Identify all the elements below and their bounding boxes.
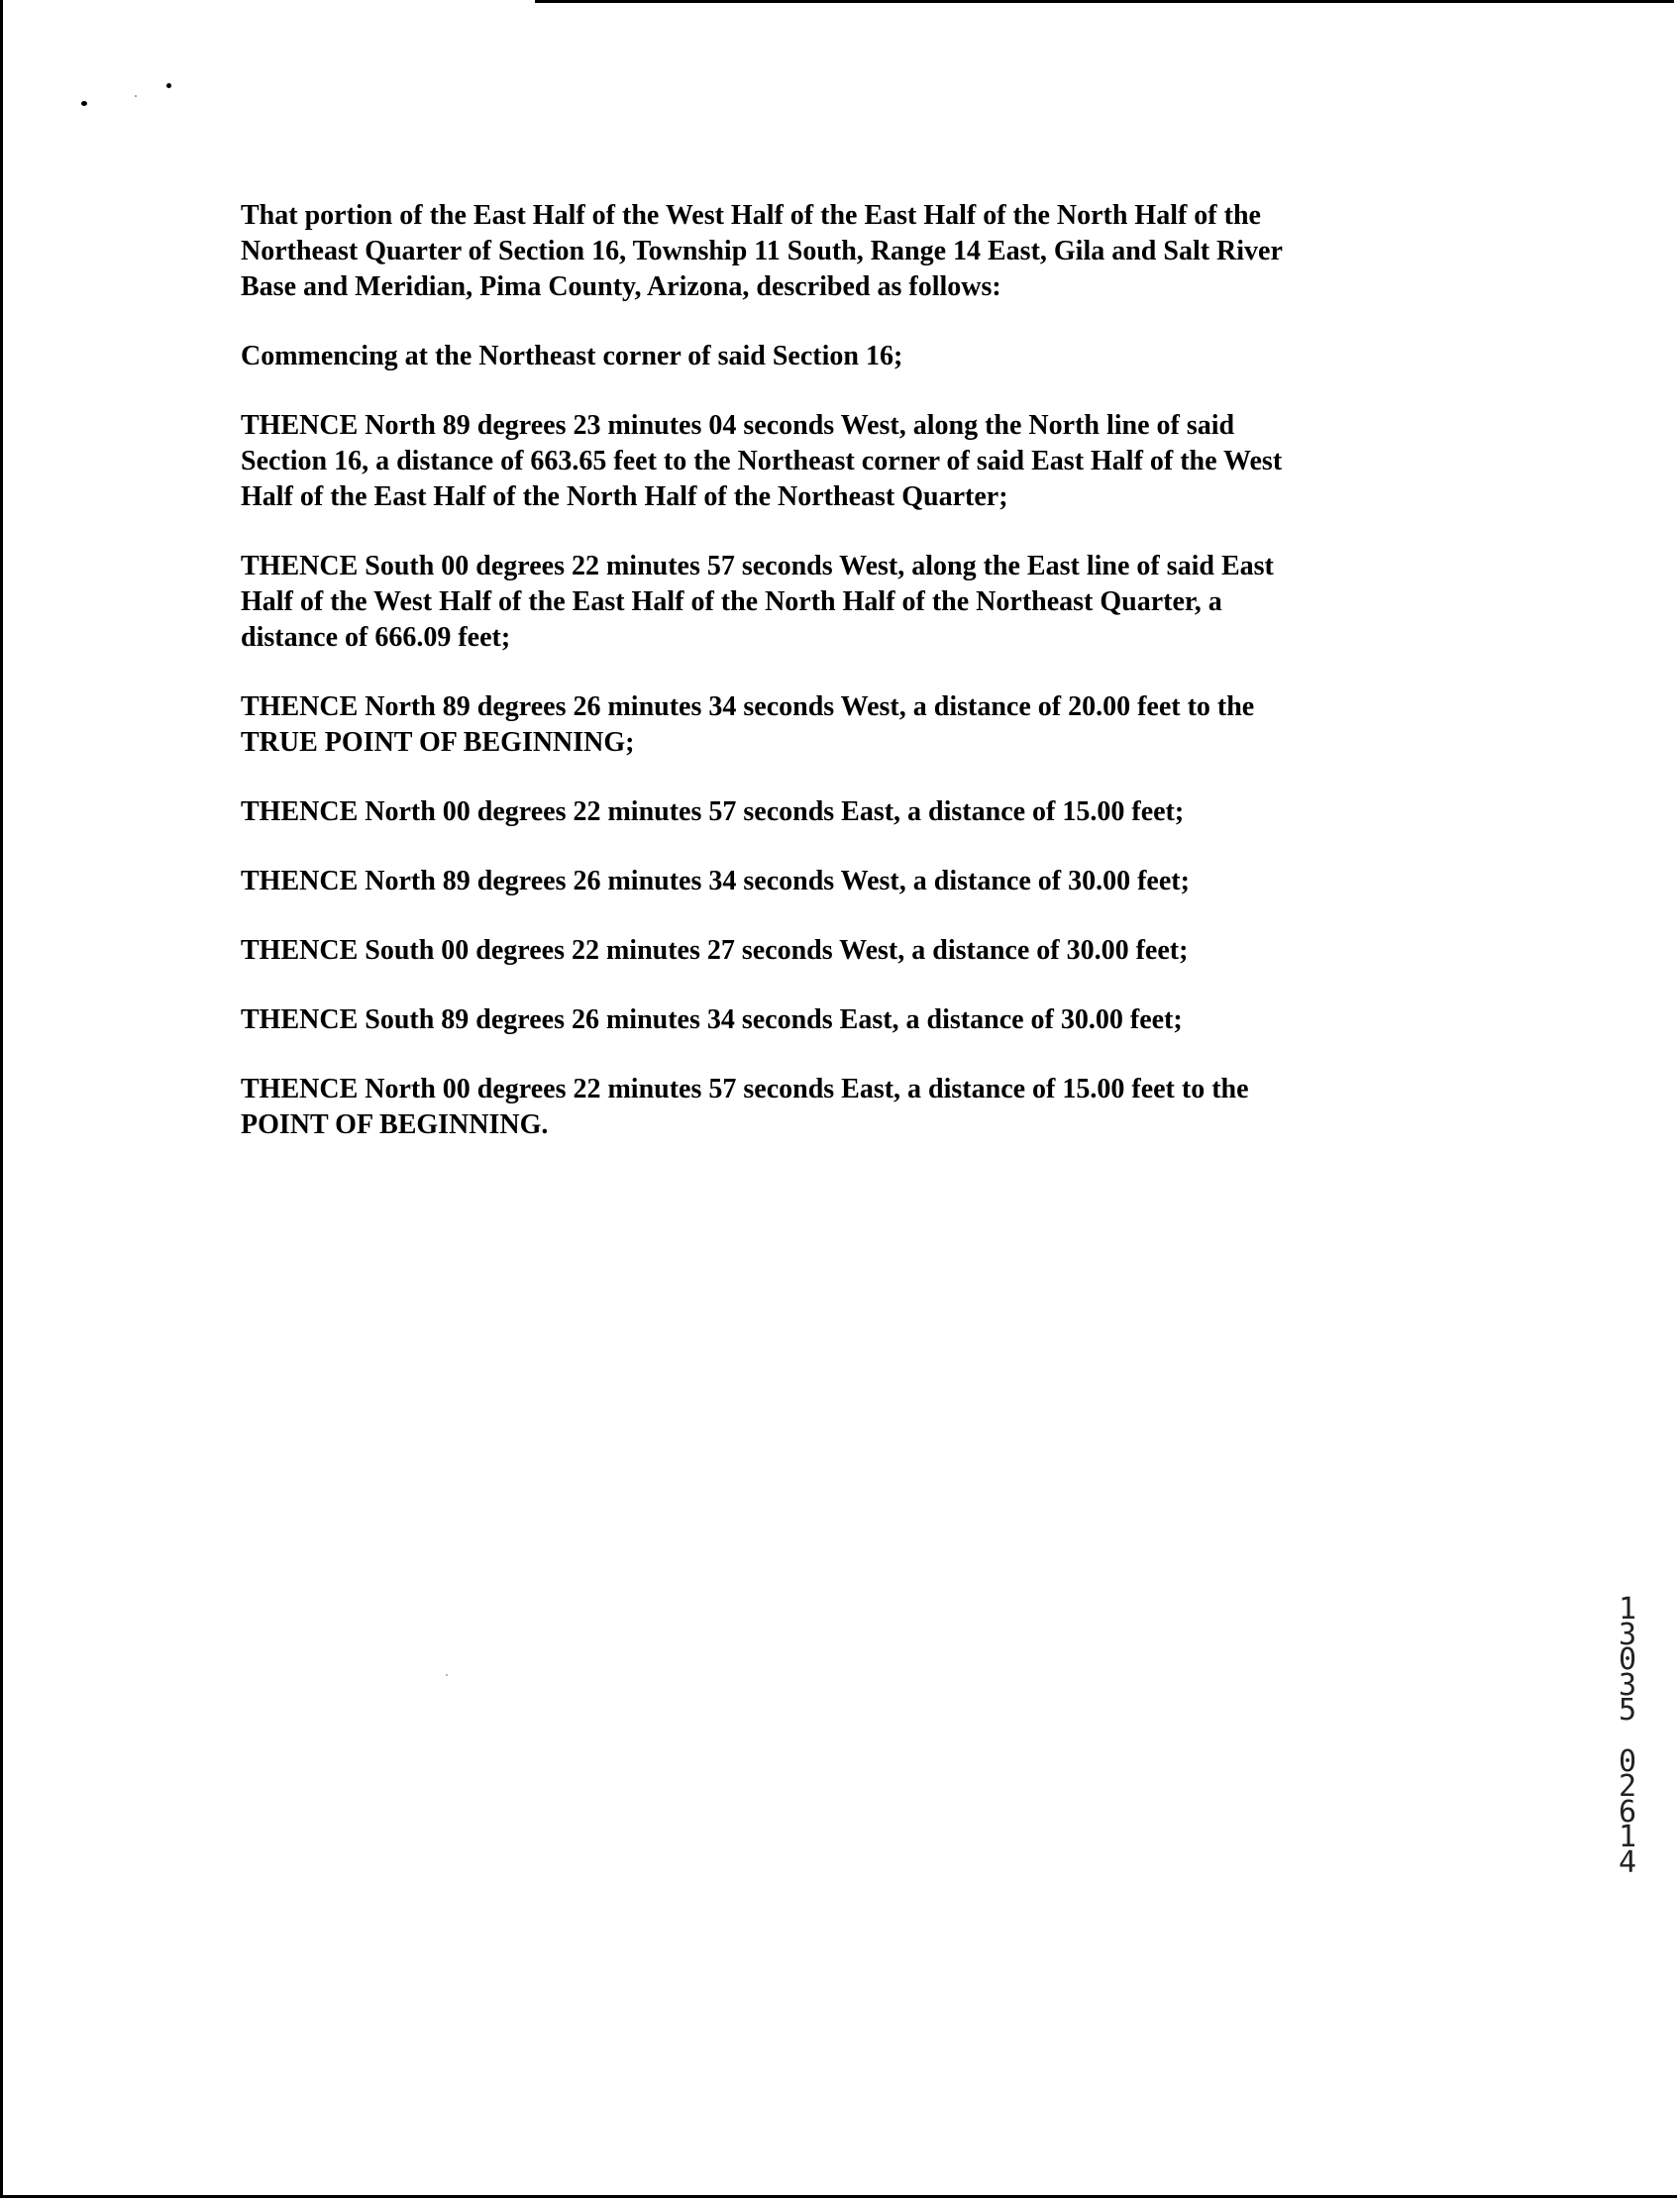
legal-description [241, 198, 1410, 1177]
scan-speck [166, 83, 171, 88]
paragraph-course: THENCE North 89 degrees 26 minutes 34 seconds West, a distance of 20.00 feet to the TRUE POINT OF BEGINNING; [241, 691, 1255, 758]
paragraph-course: THENCE North 00 degrees 22 minutes 57 seconds East, a distance of 15.00 feet; [241, 796, 1185, 827]
scan-edge-marks [0, 1476, 3, 1585]
scan-speck [81, 101, 87, 106]
paragraph-course: THENCE North 00 degrees 22 minutes 57 seconds East, a distance of 15.00 feet to the POINT OF BEGINNING. [241, 1074, 1249, 1140]
paragraph-course: THENCE South 00 degrees 22 minutes 27 seconds West, a distance of 30.00 feet; [241, 935, 1189, 966]
recording-number: 1 3 0 3 5 0 2 6 1 4 [1618, 1592, 1637, 1880]
paragraph-course: THENCE South 00 degrees 22 minutes 57 seconds West, along the East line of said East Half of the West Half of the East Half of the North Half of the Northeast Quarter, a distance of 666.09 feet; [241, 551, 1274, 653]
scan-top-edge [535, 0, 1674, 3]
paragraph-commencing: Commencing at the Northeast corner of said Section 16; [241, 341, 903, 371]
paragraph-course: THENCE North 89 degrees 26 minutes 34 seconds West, a distance of 30.00 feet; [241, 866, 1190, 896]
scan-speck [135, 95, 137, 97]
paragraph-intro: That portion of the East Half of the West Half of the East Half of the North Half of the Northeast Quarter of Section 16, Township 11 South, Range 14 East, Gila and Salt River Base and Meridian, Pima County, Arizona, described as follows: [241, 200, 1283, 302]
paragraph-course: THENCE South 89 degrees 26 minutes 34 seconds East, a distance of 30.00 feet; [241, 1004, 1183, 1035]
scan-speck [446, 1674, 448, 1676]
paragraph-course: THENCE North 89 degrees 23 minutes 04 seconds West, along the North line of said Section 16, a distance of 663.65 feet to the Northeast corner of said East Half of the West Half of the East Half of the North Half of the Northeast Quarter; [241, 410, 1283, 512]
